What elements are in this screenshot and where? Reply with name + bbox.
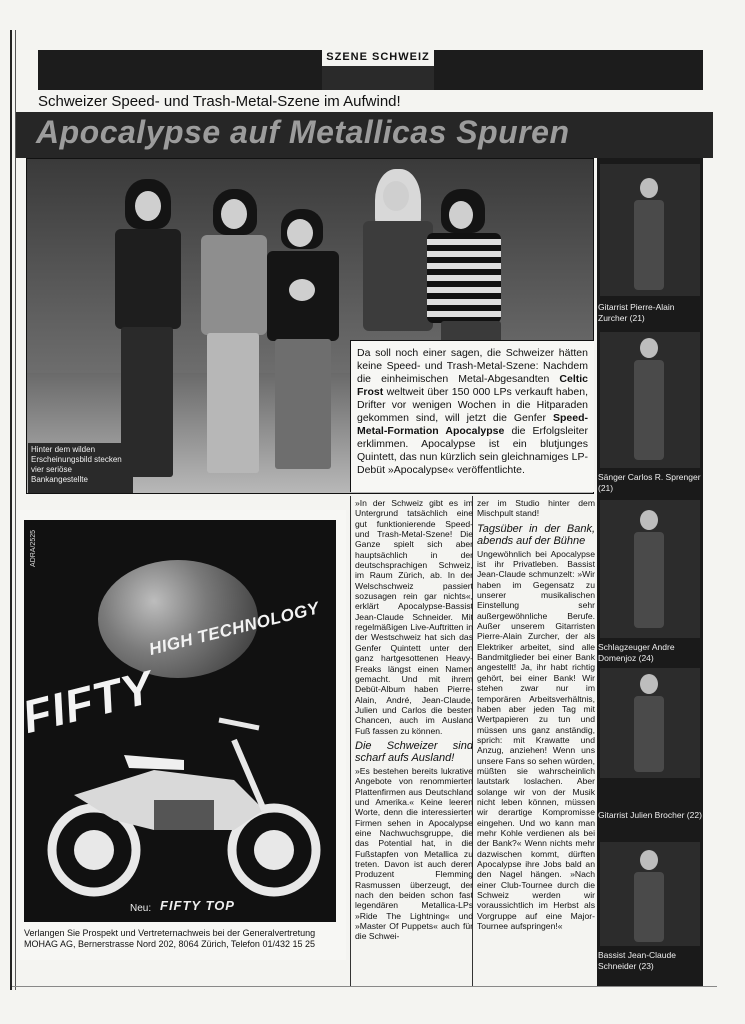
photo-caption: Hinter dem wilden Erscheinungsbild stecken vier seriöse Bankangestellte <box>28 443 133 493</box>
column-rule <box>350 496 351 986</box>
article-column-1 <box>355 498 473 986</box>
article-subhead: Tagsüber in der Bank, abends auf der Bühne <box>477 522 595 547</box>
side-photo-drummer <box>600 500 700 638</box>
article-paragraph: »In der Schweiz gibt es im Untergrund tatsächlich eine gut funktionierende Speed- und Trash-Metal-Szene! Die Ganze spielt sich aber hauptsächlich in der deutschsprachigen Schweiz, im Raum Zürich, ab. In der Welschschweiz passiert sozusagen rein gar nichts«, erklärt Apocalypse-Bassist Jean-Claude Schneider. Mit regelmäßigen Live-Auftritten in der Westschweiz hat sich das Genfer Quintett unter den ganz hartgesottenen Heavy-Freaks längst einen Namen gemacht. Und mit ihrem Debüt-Album haben Pierre-Alain, André, Jean-Claude, Julien und Carlos die besten Chancen, auch im Ausland Fuß fassen zu können. <box>355 498 473 736</box>
headline: Apocalypse auf Metallicas Spuren <box>36 114 570 150</box>
side-photo-guitarist-2 <box>600 668 700 778</box>
side-photo-guitarist-1 <box>600 164 700 296</box>
ad-new-label: Neu: <box>130 903 152 914</box>
article-paragraph: »Es bestehen bereits lukrative Angebote von renommierten Plattenfirmen aus Deutschland und Amerika.« Keine leeren Worte, denn die interessierten Firmen sehen in Apocalypse eine Nachwuchsgruppe, die das Potential hat, in die Fußstapfen von Metallica zu treten. Davon ist auch deren Produzent Flemming Rasmussen überzeugt, der nach den beiden schon fast legendären Metallica-LPs »Ride The Lightning« und »Master Of Puppets« auch für die Schwei- <box>355 765 473 942</box>
intro-text-part2: weltweit über 150 000 LPs verkauft haben, Drifter vor wenigen Wochen in die Hitparaden gekommen sind, will jetzt die Genfer <box>357 386 588 424</box>
page-bottom-rule <box>12 986 717 987</box>
side-photo-singer <box>600 332 700 468</box>
intro-formation-name: Speed-Metal-Formation Apocalypse <box>357 412 589 437</box>
intro-text-part3: die Erfolgsleiter erklimmen. Apocalypse ist ein blutjunges Quintett, das nun kürzlich sein gleichnamiges LP-Debüt »Apocalypse« veröffentlichte. <box>357 425 588 476</box>
ad-footer-line1: Verlangen Sie Prospekt und Vertreternachweis bei der Generalvertretung <box>24 928 316 938</box>
article-paragraph: Ungewöhnlich bei Apocalypse ist ihr Privatleben. Bassist Jean-Claude schmunzelt: »Wir haben im Gegensatz zu unserer musikalischen Einstellung sehr außergewöhnliche Berufe. Außer unserem Gitarristen Pierre-Alain Zurcher, der als Elektriker arbeitet, sind alle Bandmitglieder bei einer Bank angestellt! Ja, ihr habt richtig gehört, bei einer Bank! Wir stehen zwar nur im temporären Arbeitsverhältnis, haben aber jeden Tag mit Wertpapieren zu tun und müssen uns ganz anständig, sprich: mit Krawatte und Anzug, anziehen! Wenn uns unsere Fans so sehen würden, müßten sie wahrscheinlich lautstark loslachen. Aber solange wir von der Musik nicht leben können, müssen wir derartige Kompromisse eingehen. Und wo kann man mehr Kohle verdienen als bei der Bank?« Wenn nichts mehr dazwischen kommt, dürften Apocalypse ihre Jobs bald an den Nagel hängen. »Nach einer Club-Tournee durch die Schweiz werden wir voraussichtlich im Herbst als Vorgruppe auf eine Major-Tournee aufspringen!« <box>477 548 595 932</box>
moped-graphic <box>34 700 334 900</box>
intro-text <box>350 340 594 492</box>
side-caption-5: Bassist Jean-Claude Schneider (23) <box>598 950 676 971</box>
ad-code: ADRA/2525 <box>30 530 37 567</box>
kicker: Schweizer Speed- und Trash-Metal-Szene im Aufwind! <box>38 93 401 110</box>
ad-new-model: FIFTY TOP <box>160 898 235 913</box>
page-edge <box>10 30 12 990</box>
ad-footer <box>24 928 342 950</box>
intro-band-name: Celtic Frost <box>357 373 589 398</box>
ad-footer-line2: MOHAG AG, Bernerstrasse Nord 202, 8064 Zürich, Telefon 01/432 15 25 <box>24 939 315 949</box>
article-column-2 <box>477 498 595 986</box>
ad-tagline: HIGH TECHNOLOGY <box>147 598 322 660</box>
ad-brand: FIFTY <box>17 660 159 744</box>
article-subhead: Die Schweizer sind scharf aufs Ausland! <box>355 739 473 764</box>
side-caption-3: Schlagzeuger Andre Domenjoz (24) <box>598 642 675 663</box>
side-caption-1: Gitarrist Pierre-Alain Zurcher (21) <box>598 302 675 323</box>
intro-text-part1: Da soll noch einer sagen, die Schweizer hätten keine Speed- und Trash-Metal-Szene: Nachdem die einheimischen Metal-Abgesandten <box>357 347 588 385</box>
side-caption-2: Sänger Carlos R. Sprenger (21) <box>598 472 701 493</box>
side-photo-bassist <box>600 842 700 946</box>
section-tag-notch <box>322 66 434 90</box>
section-tag: SZENE SCHWEIZ <box>322 48 434 66</box>
article-paragraph: zer im Studio hinter dem Mischpult stand! <box>477 498 595 519</box>
side-caption-4: Gitarrist Julien Brocher (22) <box>598 810 702 820</box>
